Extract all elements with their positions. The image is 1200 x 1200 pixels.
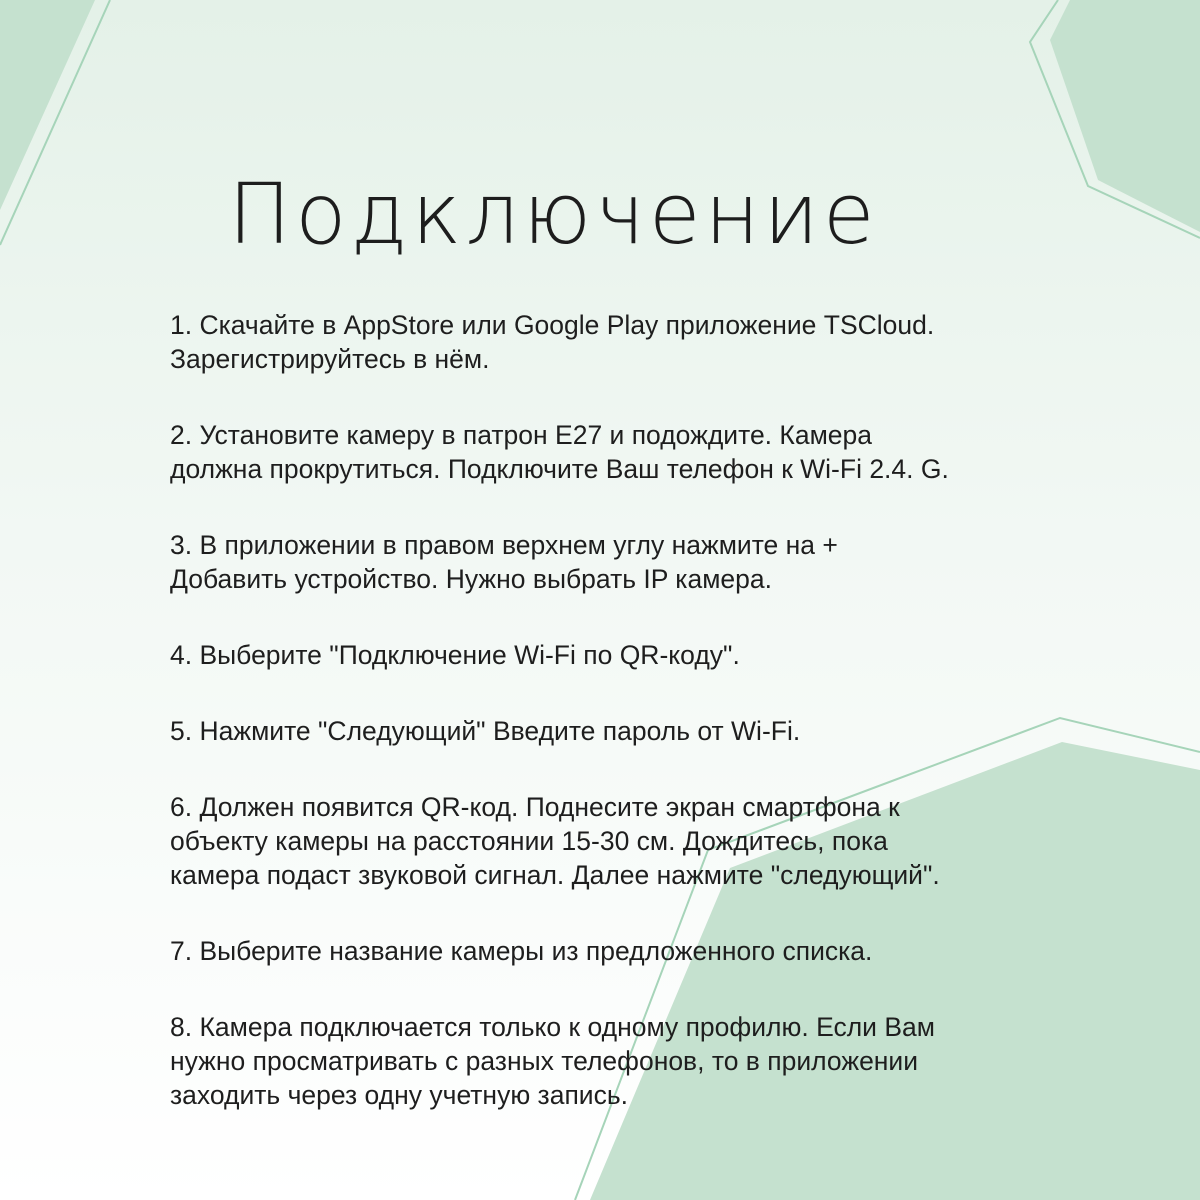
- step-4: [170, 638, 1030, 672]
- step-8-line-1: 8. Камера подключается только к одному профилю. Если Вам: [170, 1012, 935, 1042]
- step-6-line-3: камера подаст звуковой сигнал. Далее нажмите "следующий".: [170, 860, 940, 890]
- step-8: [170, 1010, 1030, 1112]
- top-left-shape: [0, 0, 95, 210]
- step-3-line-2: Добавить устройство. Нужно выбрать IP камера.: [170, 564, 773, 594]
- step-5: [170, 714, 1030, 748]
- step-3: [170, 528, 1030, 596]
- step-2: [170, 418, 1030, 486]
- instruction-steps: [170, 308, 1030, 1154]
- step-8-line-3: заходить через одну учетную запись.: [170, 1080, 629, 1110]
- step-2-line-2: должна прокрутиться. Подключите Ваш телефон к Wi-Fi 2.4. G.: [170, 454, 949, 484]
- top-right-shape: [1050, 0, 1200, 232]
- step-7-line-1: 7. Выберите название камеры из предложенного списка.: [170, 936, 873, 966]
- page-title: Подключение: [228, 165, 879, 263]
- step-1-line-2: Зарегистрируйтесь в нём.: [170, 344, 490, 374]
- step-6-line-2: объекту камеры на расстоянии 15-30 см. Дождитесь, пока: [170, 826, 888, 856]
- step-6-line-1: 6. Должен появится QR-код. Поднесите экран смартфона к: [170, 792, 900, 822]
- step-1: [170, 308, 1030, 376]
- step-6: [170, 790, 1030, 892]
- step-2-line-1: 2. Установите камеру в патрон E27 и подождите. Камера: [170, 420, 873, 450]
- step-8-line-2: нужно просматривать с разных телефонов, то в приложении: [170, 1046, 919, 1076]
- step-7: [170, 934, 1030, 968]
- step-4-line-1: 4. Выберите "Подключение Wi-Fi по QR-коду".: [170, 640, 740, 670]
- step-5-line-1: 5. Нажмите "Следующий" Введите пароль от Wi-Fi.: [170, 716, 801, 746]
- step-3-line-1: 3. В приложении в правом верхнем углу нажмите на +: [170, 530, 838, 560]
- step-1-line-1: 1. Скачайте в AppStore или Google Play приложение TSCloud.: [170, 310, 935, 340]
